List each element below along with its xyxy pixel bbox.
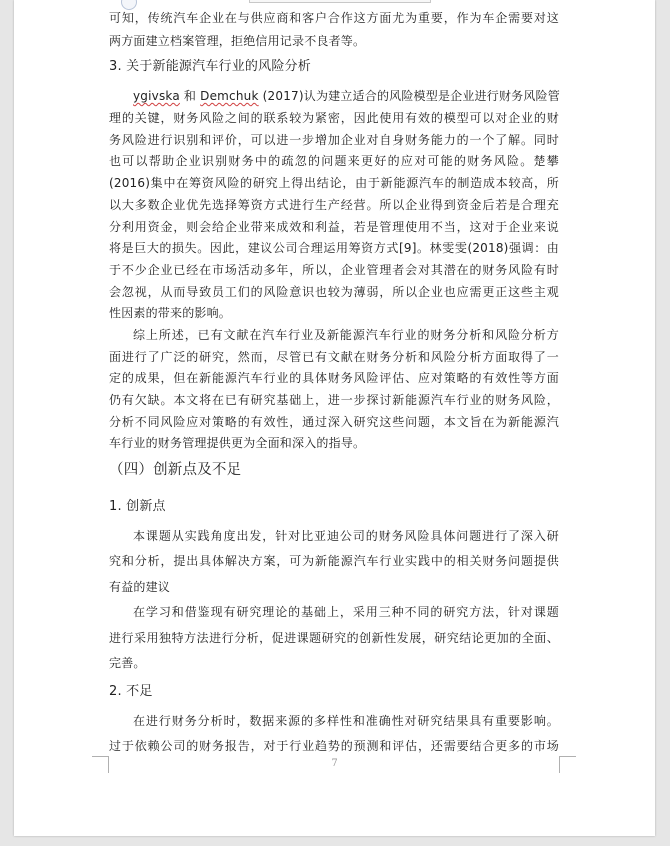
- text-line: 也可以帮助企业识别财务中的疏忽的问题来更好的应对可能的财务风险。楚攀: [109, 154, 559, 168]
- text-line: 务风险进行识别和评价，可以进一步增加企业对自身财务能力的一个了解。同时: [109, 133, 559, 147]
- text-line: 两方面建立档案管理，拒绝信用记录不良者等。: [109, 34, 366, 48]
- text-line: 定的成果，但在新能源汽车行业的具体财务风险评估、应对策略的有效性等方面: [109, 371, 559, 385]
- text-line: 综上所述，已有文献在汽车行业及新能源汽车行业的财务分析和风险分析方: [133, 328, 559, 342]
- text-line: 仍有欠缺。本文将在已有研究基础上，进一步探讨新能源汽车行业的财务风险，: [109, 393, 559, 407]
- text-line: 有益的建议: [109, 580, 171, 594]
- text-line: 完善。: [109, 656, 146, 670]
- page-number: 7: [331, 758, 338, 769]
- text-line: ygivska 和 Demchuk (2017)认为建立适合的风险模型是企业进行财务风险管: [133, 89, 560, 103]
- text-line: (2016)集中在筹资风险的研究上得出结论，由于新能源汽车的制造成本较高，所: [109, 176, 559, 190]
- text-line: 分析不同风险应对策略的有效性，通过深入研究这些问题，本文旨在为新能源汽: [109, 415, 559, 429]
- text-line: 在学习和借鉴现有研究理论的基础上，采用三种不同的研究方法，针对课题: [133, 605, 559, 619]
- author-demchuk: Demchuk: [200, 89, 259, 103]
- heading-risk-analysis: 3. 关于新能源汽车行业的风险分析: [109, 59, 311, 74]
- text-line: 会忽视，从而导致员工们的风险意识也较为薄弱，所以企业也应需更正这些主观: [109, 285, 559, 299]
- text-line: 过于依赖公司的财务报告，对于行业趋势的预测和评估，还需要结合更多的市场: [109, 739, 559, 753]
- text-line: 在进行财务分析时，数据来源的多样性和准确性对研究结果具有重要影响。: [133, 714, 559, 728]
- heading-innovation-and-shortcomings: （四）创新点及不足: [109, 462, 242, 478]
- text-line: 于不少企业已经在市场活动多年，所以，企业管理者会对其潜在的财务风险有时: [109, 263, 559, 277]
- text-line: 究和分析，提出具体解决方案，可为新能源汽车行业实践中的相关财务问题提供: [109, 554, 559, 568]
- text-line: 可知，传统汽车企业在与供应商和客户合作这方面尤为重要，作为车企需要对这: [109, 11, 559, 25]
- document-page: [14, 0, 655, 836]
- text-line: 本课题从实践角度出发，针对比亚迪公司的财务风险具体问题进行了深入研: [133, 529, 559, 543]
- author-ygivska: ygivska: [133, 89, 180, 103]
- heading-shortcoming: 2. 不足: [109, 684, 153, 699]
- heading-innovation: 1. 创新点: [109, 499, 166, 514]
- header-frame: [249, 0, 431, 3]
- text-line: 面进行了广泛的研究，然而，尽管已有文献在财务分析和风险分析方面取得了一: [109, 350, 559, 364]
- text-line: 分利用资金，则会给企业带来成效和利益，若是管理使用不当，这对于企业来说: [109, 220, 559, 234]
- text-line: 将是巨大的损失。因此，建议公司合理运用筹资方式[9]。林雯雯(2018)强调：由: [109, 241, 559, 255]
- text-line: 理的关键，财务风险之间的联系较为紧密，因此使用有效的模型可以对企业的财: [109, 111, 559, 125]
- text-line: 性因素的带来的影响。: [109, 306, 232, 320]
- text-line: 车行业的财务管理提供更为全面和深入的指导。: [109, 436, 366, 450]
- header-object-icon: [121, 0, 137, 10]
- text-line: 进行采用独特方法进行分析，促进课题研究的创新性发展，研究结论更加的全面、: [109, 631, 559, 645]
- text-line: 以大多数企业优先选择筹资方式进行生产经营。所以企业得到资金后若是合理充: [109, 198, 559, 212]
